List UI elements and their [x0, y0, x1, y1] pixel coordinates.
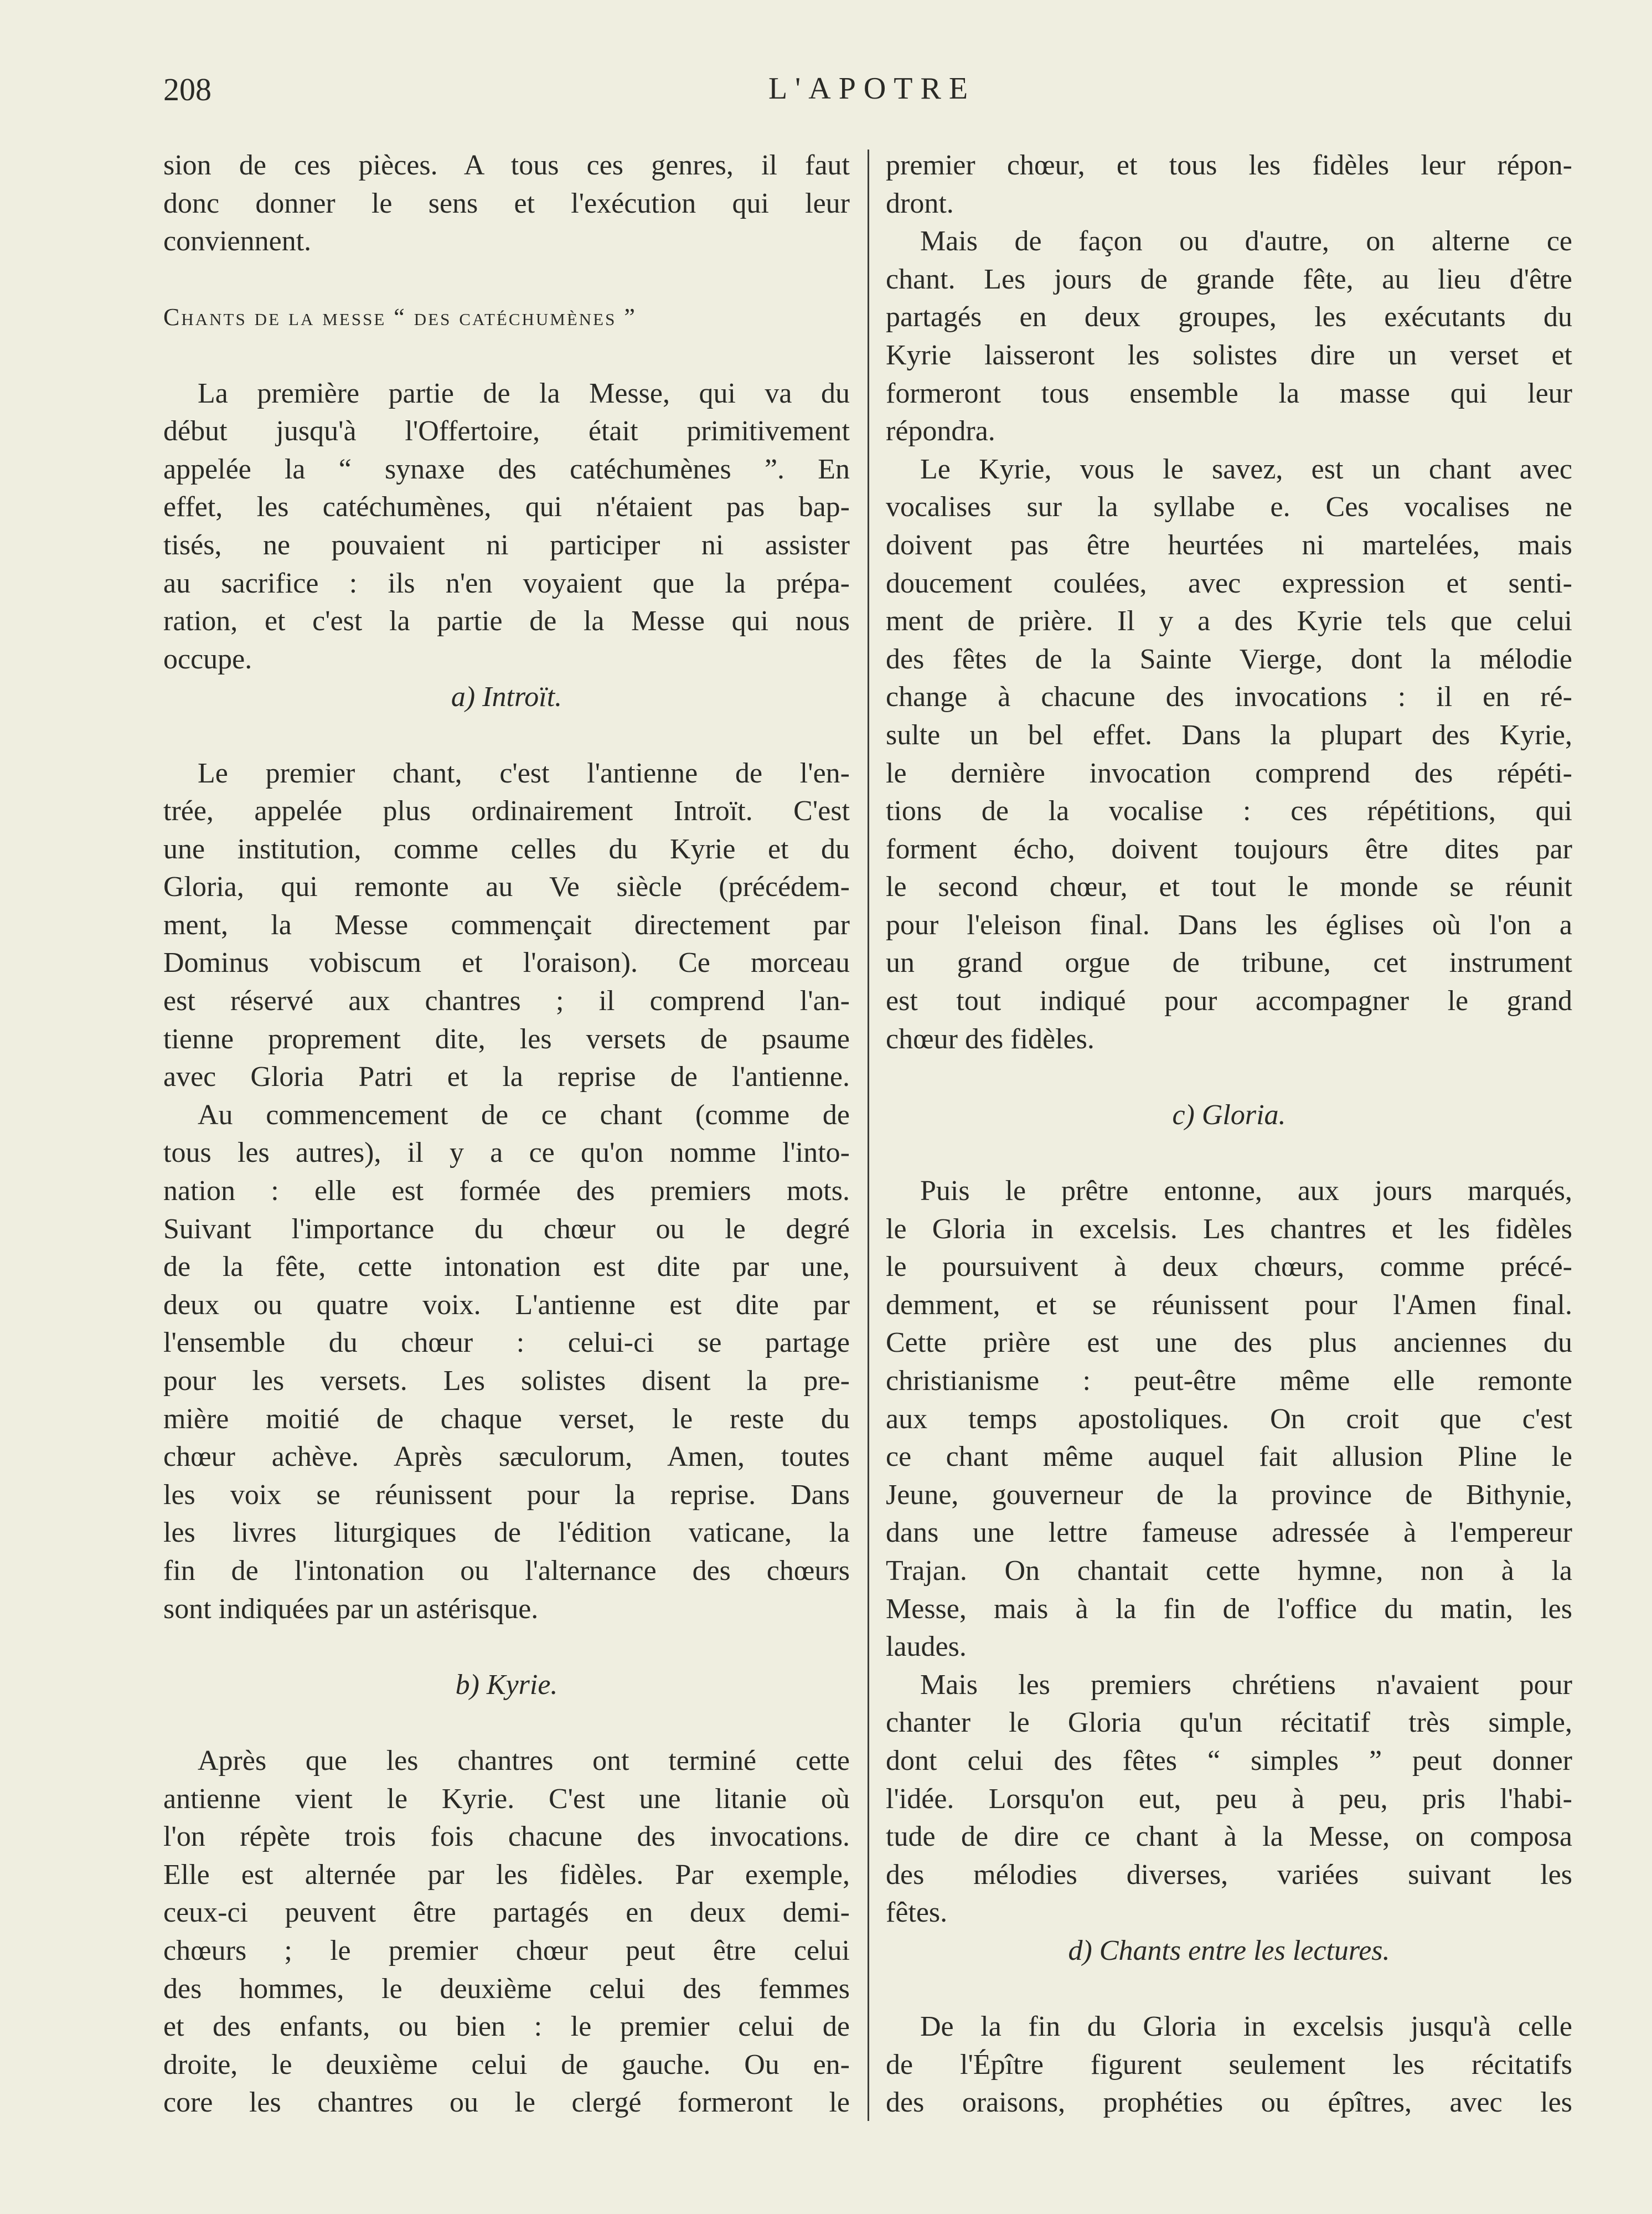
left-text-line: les livres liturgiques de l'édition vaticane, la	[163, 1517, 850, 1549]
right-text-line: Puis le prêtre entonne, aux jours marqués,	[920, 1175, 1572, 1207]
left-text-line: Dominus vobiscum et l'oraison). Ce morceau	[163, 947, 850, 979]
left-text-line: ceux-ci peuvent être partagés en deux demi-	[163, 1897, 850, 1929]
left-text-line: Le premier chant, c'est l'antienne de l'en-	[198, 757, 850, 789]
blank-line	[163, 1704, 850, 1742]
right-text-line: premier chœur, et tous les fidèles leur répon-	[886, 150, 1572, 181]
right-text-line: Le Kyrie, vous le savez, est un chant avec	[920, 453, 1572, 485]
right-text-line: pour l'eleison final. Dans les églises où l'on a	[886, 909, 1572, 941]
left-text-line: chœur achève. Après sæculorum, Amen, toutes	[163, 1441, 850, 1473]
right-text-line: de l'Épître figurent seulement les récitatifs	[886, 2048, 1572, 2081]
right-text-line: dont celui des fêtes “ simples ” peut donner	[886, 1744, 1572, 1777]
right-text-line: Mais les premiers chrétiens n'avaient pour	[920, 1669, 1572, 1701]
left-text-line: pour les versets. Les solistes disent la pre-	[163, 1365, 850, 1397]
left-text-line: tisés, ne pouvaient ni participer ni assister	[163, 529, 850, 561]
left-text-line: trée, appelée plus ordinairement Introït. C'est	[163, 795, 850, 827]
right-text-line: est tout indiqué pour accompagner le grand	[886, 985, 1572, 1017]
section-heading: c) Gloria.	[1172, 1099, 1286, 1131]
left-text-line: et des enfants, ou bien : le premier celui de	[163, 2011, 850, 2043]
right-text-line: dans une lettre fameuse adressée à l'empereur	[886, 1517, 1572, 1549]
right-text-line: ment de prière. Il y a des Kyrie tels que celui	[886, 605, 1572, 637]
right-text-line: Jeune, gouverneur de la province de Bithynie,	[886, 1479, 1572, 1511]
right-text-line: laudes.	[886, 1631, 967, 1663]
left-text-line: fin de l'intonation ou l'alternance des chœurs	[163, 1554, 850, 1587]
blank-line	[163, 337, 850, 375]
left-text-line: Gloria, qui remonte au Ve siècle (précédem-	[163, 871, 850, 903]
left-text-line: des hommes, le deuxième celui des femmes	[163, 1973, 850, 2005]
right-text-line: change à chacune des invocations : il en ré-	[886, 681, 1572, 713]
left-text-line: Après que les chantres ont terminé cette	[198, 1744, 850, 1777]
left-text-line: une institution, comme celles du Kyrie et du	[163, 833, 850, 865]
left-text-line: sont indiquées par un astérisque.	[163, 1593, 539, 1625]
left-text-line: antienne vient le Kyrie. C'est une litanie où	[163, 1783, 850, 1815]
blank-line	[886, 1970, 1572, 2009]
chapter-heading: Chants de la messe “ des catéchumènes ”	[163, 303, 637, 331]
right-text-line: chant. Les jours de grande fête, au lieu d'être	[886, 263, 1572, 295]
left-text-line: donc donner le sens et l'exécution qui leur	[163, 187, 850, 219]
right-text-line: chœur des fidèles.	[886, 1023, 1095, 1055]
right-text-line: Messe, mais à la fin de l'office du matin, les	[886, 1593, 1572, 1625]
right-text-line: christianisme : peut-être même elle remonte	[886, 1365, 1572, 1397]
left-text-line: mière moitié de chaque verset, le reste du	[163, 1403, 850, 1435]
right-text-line: fêtes.	[886, 1897, 948, 1929]
right-text-line: tions de la vocalise : ces répétitions, qui	[886, 795, 1572, 827]
left-text-line: ration, et c'est la partie de la Messe qui nous	[163, 605, 850, 637]
left-text-line: l'on répète trois fois chacune des invocations.	[163, 1821, 850, 1853]
left-text-line: ment, la Messe commençait directement par	[163, 909, 850, 941]
right-text-line: le dernière invocation comprend des répéti-	[886, 757, 1572, 789]
left-text-line: conviennent.	[163, 225, 312, 258]
right-text-line: doucement coulées, avec expression et senti-	[886, 567, 1572, 599]
right-text-line: le Gloria in excelsis. Les chantres et les fidèles	[886, 1213, 1572, 1245]
right-text-line: aux temps apostoliques. On croit que c'est	[886, 1403, 1572, 1435]
left-text-line: les voix se réunissent pour la reprise. Dans	[163, 1479, 850, 1511]
right-text-line: formeront tous ensemble la masse qui leur	[886, 377, 1572, 409]
left-column	[163, 147, 850, 2122]
page-number: 208	[163, 71, 211, 107]
left-text-line: Au commencement de ce chant (comme de	[198, 1099, 850, 1131]
right-text-line: des fêtes de la Sainte Vierge, dont la mélodie	[886, 643, 1572, 675]
left-text-line: sion de ces pièces. A tous ces genres, il faut	[163, 150, 850, 181]
left-text-line: l'ensemble du chœur : celui-ci se partage	[163, 1327, 850, 1359]
right-text-line: Mais de façon ou d'autre, on alterne ce	[920, 225, 1572, 258]
left-text-line: Suivant l'importance du chœur ou le degré	[163, 1213, 850, 1245]
left-text-line: deux ou quatre voix. L'antienne est dite par	[163, 1289, 850, 1321]
right-text-line: des oraisons, prophéties ou épîtres, avec les	[886, 2087, 1572, 2119]
left-text-line: effet, les catéchumènes, qui n'étaient pas bap-	[163, 491, 850, 523]
column-divider	[868, 150, 869, 2121]
right-text-line: partagés en deux groupes, les exécutants du	[886, 301, 1572, 333]
right-column	[886, 147, 1572, 2122]
right-text-line: De la fin du Gloria in excelsis jusqu'à celle	[920, 2011, 1572, 2043]
right-text-line: forment écho, doivent toujours être dites par	[886, 833, 1572, 865]
left-text-line: droite, le deuxième celui de gauche. Ou en-	[163, 2048, 850, 2081]
left-text-line: tienne proprement dite, les versets de psaume	[163, 1023, 850, 1055]
right-text-line: vocalises sur la syllabe e. Ces vocalises ne	[886, 491, 1572, 523]
running-header	[163, 71, 1581, 115]
blank-line	[163, 261, 850, 299]
right-text-line: des mélodies diverses, variées suivant les	[886, 1858, 1572, 1891]
right-text-line: chanter le Gloria qu'un récitatif très simple,	[886, 1707, 1572, 1739]
right-text-line: Kyrie laisseront les solistes dire un verset et	[886, 339, 1572, 371]
left-text-line: chœurs ; le premier chœur peut être celui	[163, 1934, 850, 1966]
left-text-line: La première partie de la Messe, qui va du	[198, 377, 850, 409]
left-text-line: avec Gloria Patri et la reprise de l'antienne.	[163, 1061, 850, 1093]
left-text-line: core les chantres ou le clergé formeront le	[163, 2087, 850, 2119]
blank-line	[163, 717, 850, 755]
blank-line	[886, 1134, 1572, 1172]
right-text-line: tude de dire ce chant à la Messe, on composa	[886, 1821, 1572, 1853]
left-text-line: au sacrifice : ils n'en voyaient que la prépa-	[163, 567, 850, 599]
left-text-line: tous les autres), il y a ce qu'on nomme l'into-	[163, 1137, 850, 1169]
left-text-line: est réservé aux chantres ; il comprend l'an-	[163, 985, 850, 1017]
right-text-line: sulte un bel effet. Dans la plupart des Kyrie,	[886, 719, 1572, 751]
right-text-line: demment, et se réunissent pour l'Amen final.	[886, 1289, 1572, 1321]
right-text-line: le poursuivent à deux chœurs, comme précé-	[886, 1251, 1572, 1283]
right-text-line: Cette prière est une des plus anciennes du	[886, 1327, 1572, 1359]
blank-line	[886, 1058, 1572, 1096]
section-heading: d) Chants entre les lectures.	[1068, 1934, 1390, 1966]
section-heading: b) Kyrie.	[455, 1669, 558, 1701]
left-text-line: Elle est alternée par les fidèles. Par exemple,	[163, 1858, 850, 1891]
right-text-line: ce chant même auquel fait allusion Pline le	[886, 1441, 1572, 1473]
right-text-line: Trajan. On chantait cette hymne, non à la	[886, 1554, 1572, 1587]
journal-title: L'APOTRE	[768, 71, 976, 106]
left-text-line: nation : elle est formée des premiers mots.	[163, 1175, 850, 1207]
section-heading: a) Introït.	[451, 681, 562, 713]
left-text-line: de la fête, cette intonation est dite par une,	[163, 1251, 850, 1283]
left-text-line: début jusqu'à l'Offertoire, était primitivement	[163, 415, 850, 447]
right-text-line: l'idée. Lorsqu'on eut, peu à peu, pris l'habi-	[886, 1783, 1572, 1815]
right-text-line: le second chœur, et tout le monde se réunit	[886, 871, 1572, 903]
left-text-line: occupe.	[163, 643, 252, 675]
blank-line	[163, 1628, 850, 1666]
left-text-line: appelée la “ synaxe des catéchumènes ”. En	[163, 453, 850, 485]
right-text-line: répondra.	[886, 415, 995, 447]
right-text-line: dront.	[886, 187, 954, 219]
right-text-line: doivent pas être heurtées ni martelées, mais	[886, 529, 1572, 561]
right-text-line: un grand orgue de tribune, cet instrument	[886, 947, 1572, 979]
